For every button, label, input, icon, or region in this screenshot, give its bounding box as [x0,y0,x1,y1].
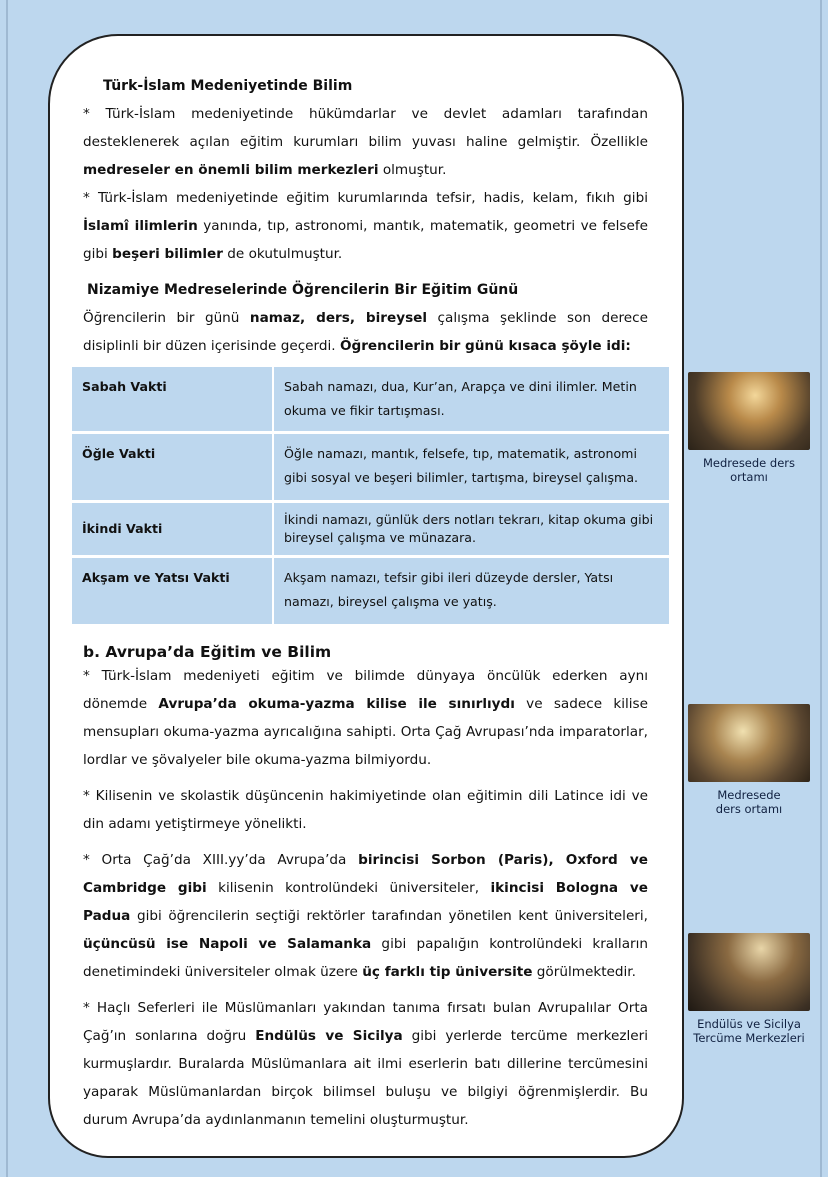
text-run: Öğrencilerin bir günü [83,310,250,326]
text-run: * Haçlı Seferleri ile Müslümanları yakından tanıma fırsatı bulan Avrupalılar Orta Çağ’ın sonlarına doğru [83,1000,648,1044]
time-cell: Akşam ve Yatsı Vakti [72,558,274,624]
activity-cell: Akşam namazı, tefsir gibi ileri düzeyde dersler, Yatsı namazı, bireysel çalışma ve yatış. [274,558,669,624]
text-run: * Orta Çağ’da XIII.yy’da Avrupa’da [83,852,359,868]
bold-text-run: Avrupa’da okuma-yazma kilise ile sınırlıydı [158,696,515,712]
paragraph [83,100,648,184]
time-cell: İkindi Vakti [72,503,274,555]
madrasa-classroom-image [688,372,810,450]
table-row [72,434,669,500]
text-run: * Türk-İslam medeniyetinde hükümdarlar ve devlet adamları tarafından desteklenerek açılan eğitim kurumları bilim yuvası haline gelmiştir. Özellikle [83,106,648,150]
paragraph [83,304,648,360]
paragraph [83,662,648,774]
text-run: * Türk-İslam medeniyeti eğitim ve bilimde dünyaya öncülük ederken aynı dönemde [83,668,648,712]
translation-center-image [688,933,810,1011]
text-run: * Kilisenin ve skolastik düşüncenin hakimiyetinde olan eğitimin dili Latince idi ve din adamı yetiştirmeye yönelikti. [83,788,648,832]
paragraph [83,846,648,986]
bold-text-run: üç farklı tip üniversite [362,964,533,980]
bold-text-run: üçüncüsü ise Napoli ve Salamanka [83,936,372,952]
sidebar-figure [688,704,810,816]
section-title-nizamiye: Nizamiye Medreselerinde Öğrencilerin Bir Eğitim Günü [87,282,519,298]
figure-caption: Medresede ders ortamı [702,456,796,484]
text-run: gibi yerlerde tercüme merkezleri kurmuşlardır. Buralarda Müslümanlara ait ilmi eserlerin batı dillerine tercümesini yaparak Müslümanlardan birçok bilimsel buluşu ve bilgiyi öğrenmişlerdir. Bu durum Avrupa’da aydınlanmanın temelini oluşturmuştur. [83,1028,648,1128]
page-edge-left [6,0,8,1177]
figure-caption: Endülüs ve Sicilya Tercüme Merkezleri [693,1017,805,1045]
activity-cell: İkindi namazı, günlük ders notları tekrarı, kitap okuma gibi bireysel çalışma ve münazara. [274,503,669,555]
page-edge-right [820,0,822,1177]
section-title-turk-islam: Türk-İslam Medeniyetinde Bilim [103,78,353,94]
europe-content [83,638,648,1134]
text-run: de okutulmuştur. [222,246,343,262]
schedule-table [72,364,669,627]
text-run: görülmektedir. [532,964,636,980]
time-cell: Öğle Vakti [72,434,274,500]
bold-text-run: İslamî ilimlerin [83,218,198,234]
sidebar-figure [688,933,810,1045]
bold-text-run: birincisi Sorbon (Paris), Oxford ve Cambridge gibi [83,852,648,896]
activity-cell: Sabah namazı, dua, Kur’an, Arapça ve dini ilimler. Metin okuma ve fikir tartışması. [274,367,669,431]
sidebar-figure [688,372,810,484]
bold-text-run: medreseler en önemli bilim merkezleri [83,162,379,178]
text-run: yanında, tıp, astronomi, mantık, matematik, geometri ve felsefe gibi [83,218,648,262]
figure-caption: Medresede ders ortamı [715,788,783,816]
bold-text-run: ikincisi Bologna ve Padua [83,880,648,924]
table-row [72,558,669,624]
text-run: * Türk-İslam medeniyetinde eğitim kurumlarında tefsir, hadis, kelam, fıkıh gibi [83,190,648,206]
text-run: kilisenin kontrolündeki üniversiteler, [206,880,491,896]
text-run: çalışma şeklinde son derece disiplinli bir düzen içerisinde geçerdi. [83,310,648,354]
activity-cell: Öğle namazı, mantık, felsefe, tıp, matematik, astronomi gibi sosyal ve beşeri bilimler, tartışma, bireysel çalışma. [274,434,669,500]
text-run: olmuştur. [378,162,447,178]
text-run: gibi öğrencilerin seçtiği rektörler tarafından yönetilen kent üniversiteleri, [130,908,648,924]
table-row [72,503,669,555]
bold-text-run: namaz, ders, bireysel [249,310,428,326]
bold-text-run: beşeri bilimler [112,246,223,262]
time-cell: Sabah Vakti [72,367,274,431]
lecture-hall-image [688,704,810,782]
section-title-europe: b. Avrupa’da Eğitim ve Bilim [83,643,332,661]
paragraph [83,184,648,268]
bold-text-run: Öğrencilerin bir günü kısaca şöyle idi: [339,338,631,354]
text-run: ve sadece kilise mensupları okuma-yazma ayrıcalığına sahipti. Orta Çağ Avrupası’nda imparatorlar, lordlar ve şövalyeler bile okuma-yazma bilmiyordu. [83,696,649,768]
paragraph [83,994,648,1134]
top-content [83,72,648,360]
text-run: gibi papalığın kontrolündeki kralların denetimindeki üniversiteler olmak üzere [83,936,649,980]
paragraph [83,782,648,838]
table-row [72,367,669,431]
bold-text-run: Endülüs ve Sicilya [255,1028,403,1044]
